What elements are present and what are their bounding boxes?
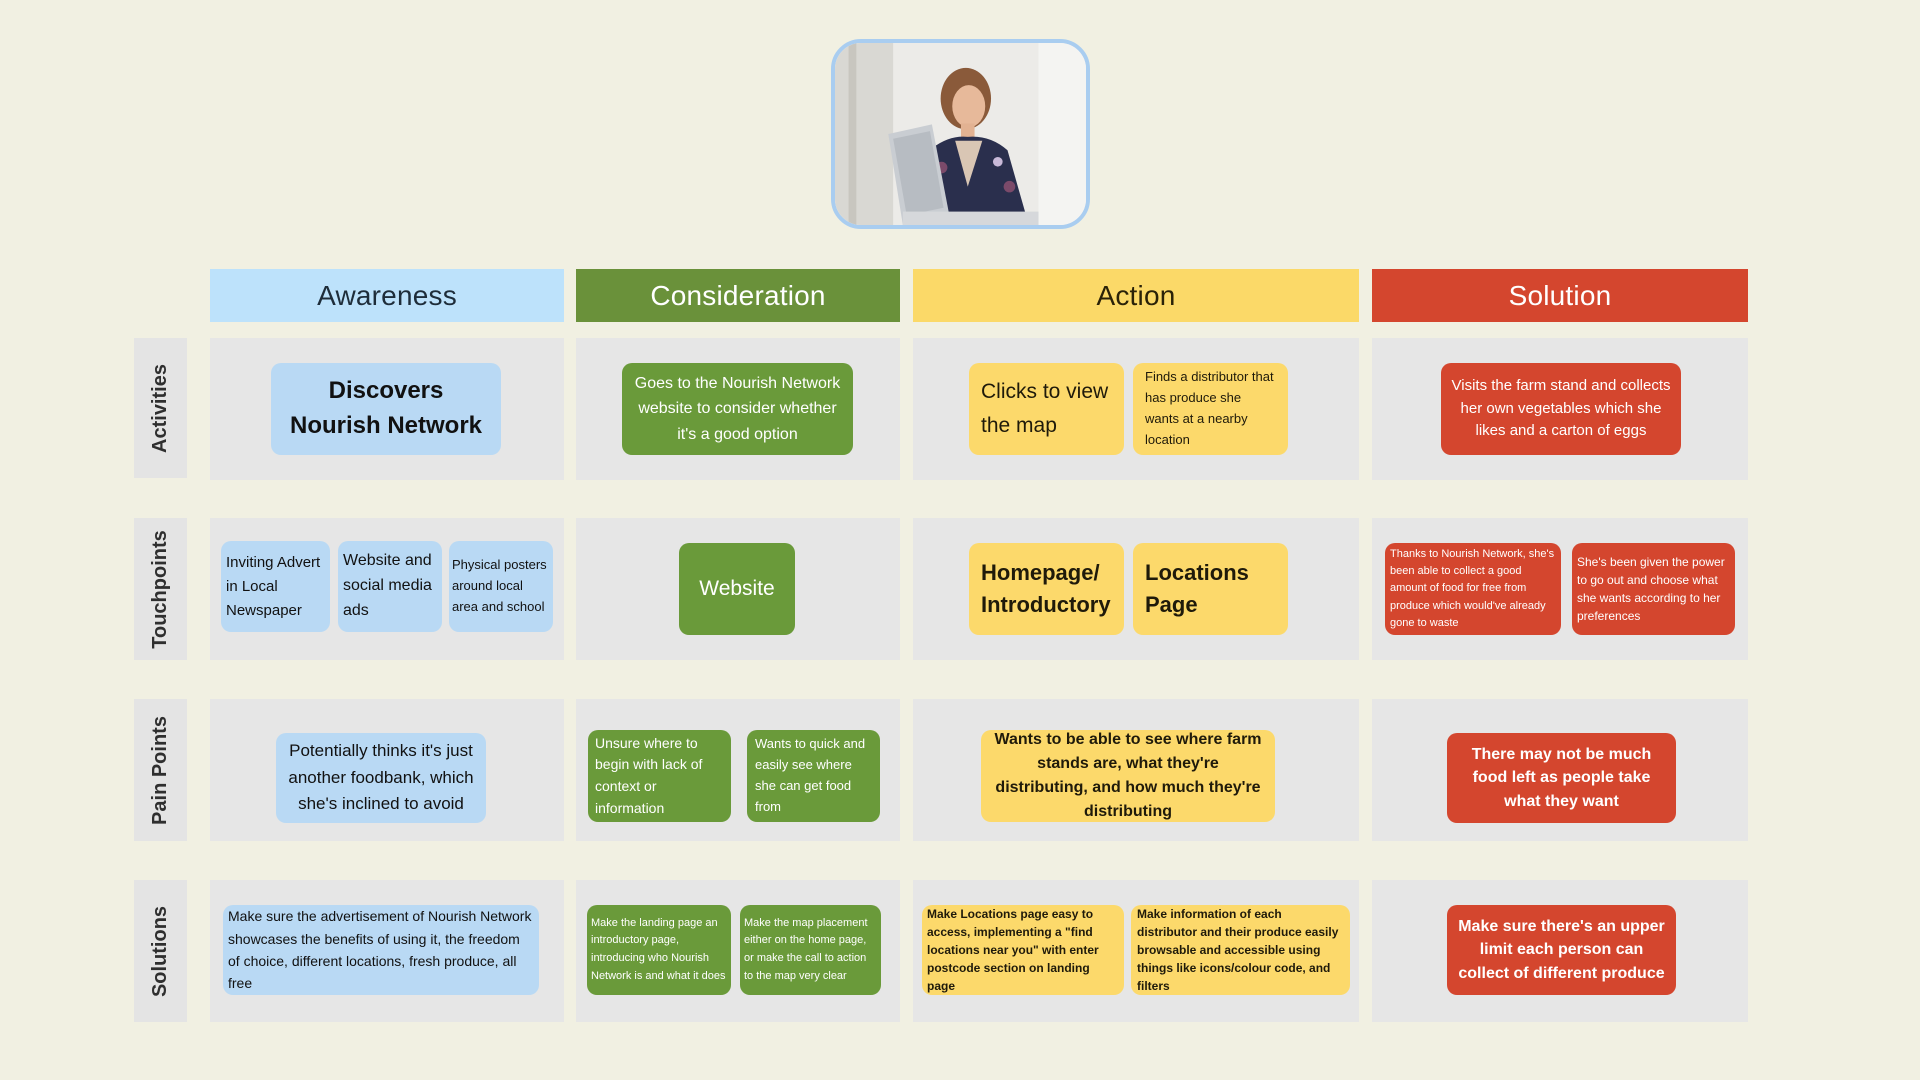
note-touchpoint-solution-2: She's been given the power to go out and choose what she wants according to her preferences [1572, 543, 1735, 635]
note-pain-solution: There may not be much food left as people take what they want [1447, 733, 1676, 823]
row-label-pain-points: Pain Points [134, 699, 187, 841]
stage-action-label: Action [1096, 279, 1176, 311]
stage-consideration-label: Consideration [650, 279, 826, 311]
stage-header-consideration [576, 269, 900, 322]
persona-photo [831, 39, 1090, 229]
note-touchpoint-awareness-3: Physical posters around local area and school [449, 541, 553, 632]
note-activity-action-1: Clicks to view the map [969, 363, 1124, 455]
note-solution-action-1: Make Locations page easy to access, implementing a "find locations near you" with enter postcode section on landing page [922, 905, 1124, 995]
stage-solution-label: Solution [1508, 279, 1612, 311]
note-touchpoint-consideration: Website [679, 543, 795, 635]
row-label-activities: Activities [134, 338, 187, 478]
note-touchpoint-awareness-1: Inviting Advert in Local Newspaper [221, 541, 330, 632]
stage-awareness-label: Awareness [317, 279, 457, 311]
note-activity-solution: Visits the farm stand and collects her own vegetables which she likes and a carton of eggs [1441, 363, 1681, 455]
persona-photo-icon [835, 43, 1086, 225]
note-solution-consideration-2: Make the map placement either on the home page, or make the call to action to the map very clear [740, 905, 881, 995]
note-touchpoint-awareness-2: Website and social media ads [338, 541, 442, 632]
note-activity-consideration: Goes to the Nourish Network website to consider whether it's a good option [622, 363, 853, 455]
row-label-solutions: Solutions [134, 880, 187, 1022]
stage-header-awareness [210, 269, 564, 322]
stage-header-solution [1372, 269, 1748, 322]
note-solution-action-2: Make information of each distributor and their produce easily browsable and accessible using things like icons/colour code, and filters [1131, 905, 1350, 995]
note-activity-action-2: Finds a distributor that has produce she wants at a nearby location [1133, 363, 1288, 455]
note-touchpoint-solution-1: Thanks to Nourish Network, she's been able to collect a good amount of food for free from produce which would've already gone to waste [1385, 543, 1561, 635]
note-touchpoint-action-1: Homepage/ Introductory [969, 543, 1124, 635]
note-solution-solution: Make sure there's an upper limit each person can collect of different produce [1447, 905, 1676, 995]
note-solution-consideration-1: Make the landing page an introductory page, introducing who Nourish Network is and what it does [587, 905, 731, 995]
note-pain-consideration-1: Unsure where to begin with lack of context or information [588, 730, 731, 822]
note-touchpoint-action-2: Locations Page [1133, 543, 1288, 635]
stage-header-action [913, 269, 1359, 322]
note-pain-action: Wants to be able to see where farm stands are, what they're distributing, and how much they're distributing [981, 730, 1275, 822]
note-activity-awareness: Discovers Nourish Network [271, 363, 501, 455]
note-pain-awareness: Potentially thinks it's just another foodbank, which she's inclined to avoid [276, 733, 486, 823]
row-label-touchpoints: Touchpoints [134, 518, 187, 660]
note-solution-awareness: Make sure the advertisement of Nourish Network showcases the benefits of using it, the freedom of choice, different locations, fresh produce, all free [223, 905, 539, 995]
note-pain-consideration-2: Wants to quick and easily see where she can get food from [747, 730, 880, 822]
